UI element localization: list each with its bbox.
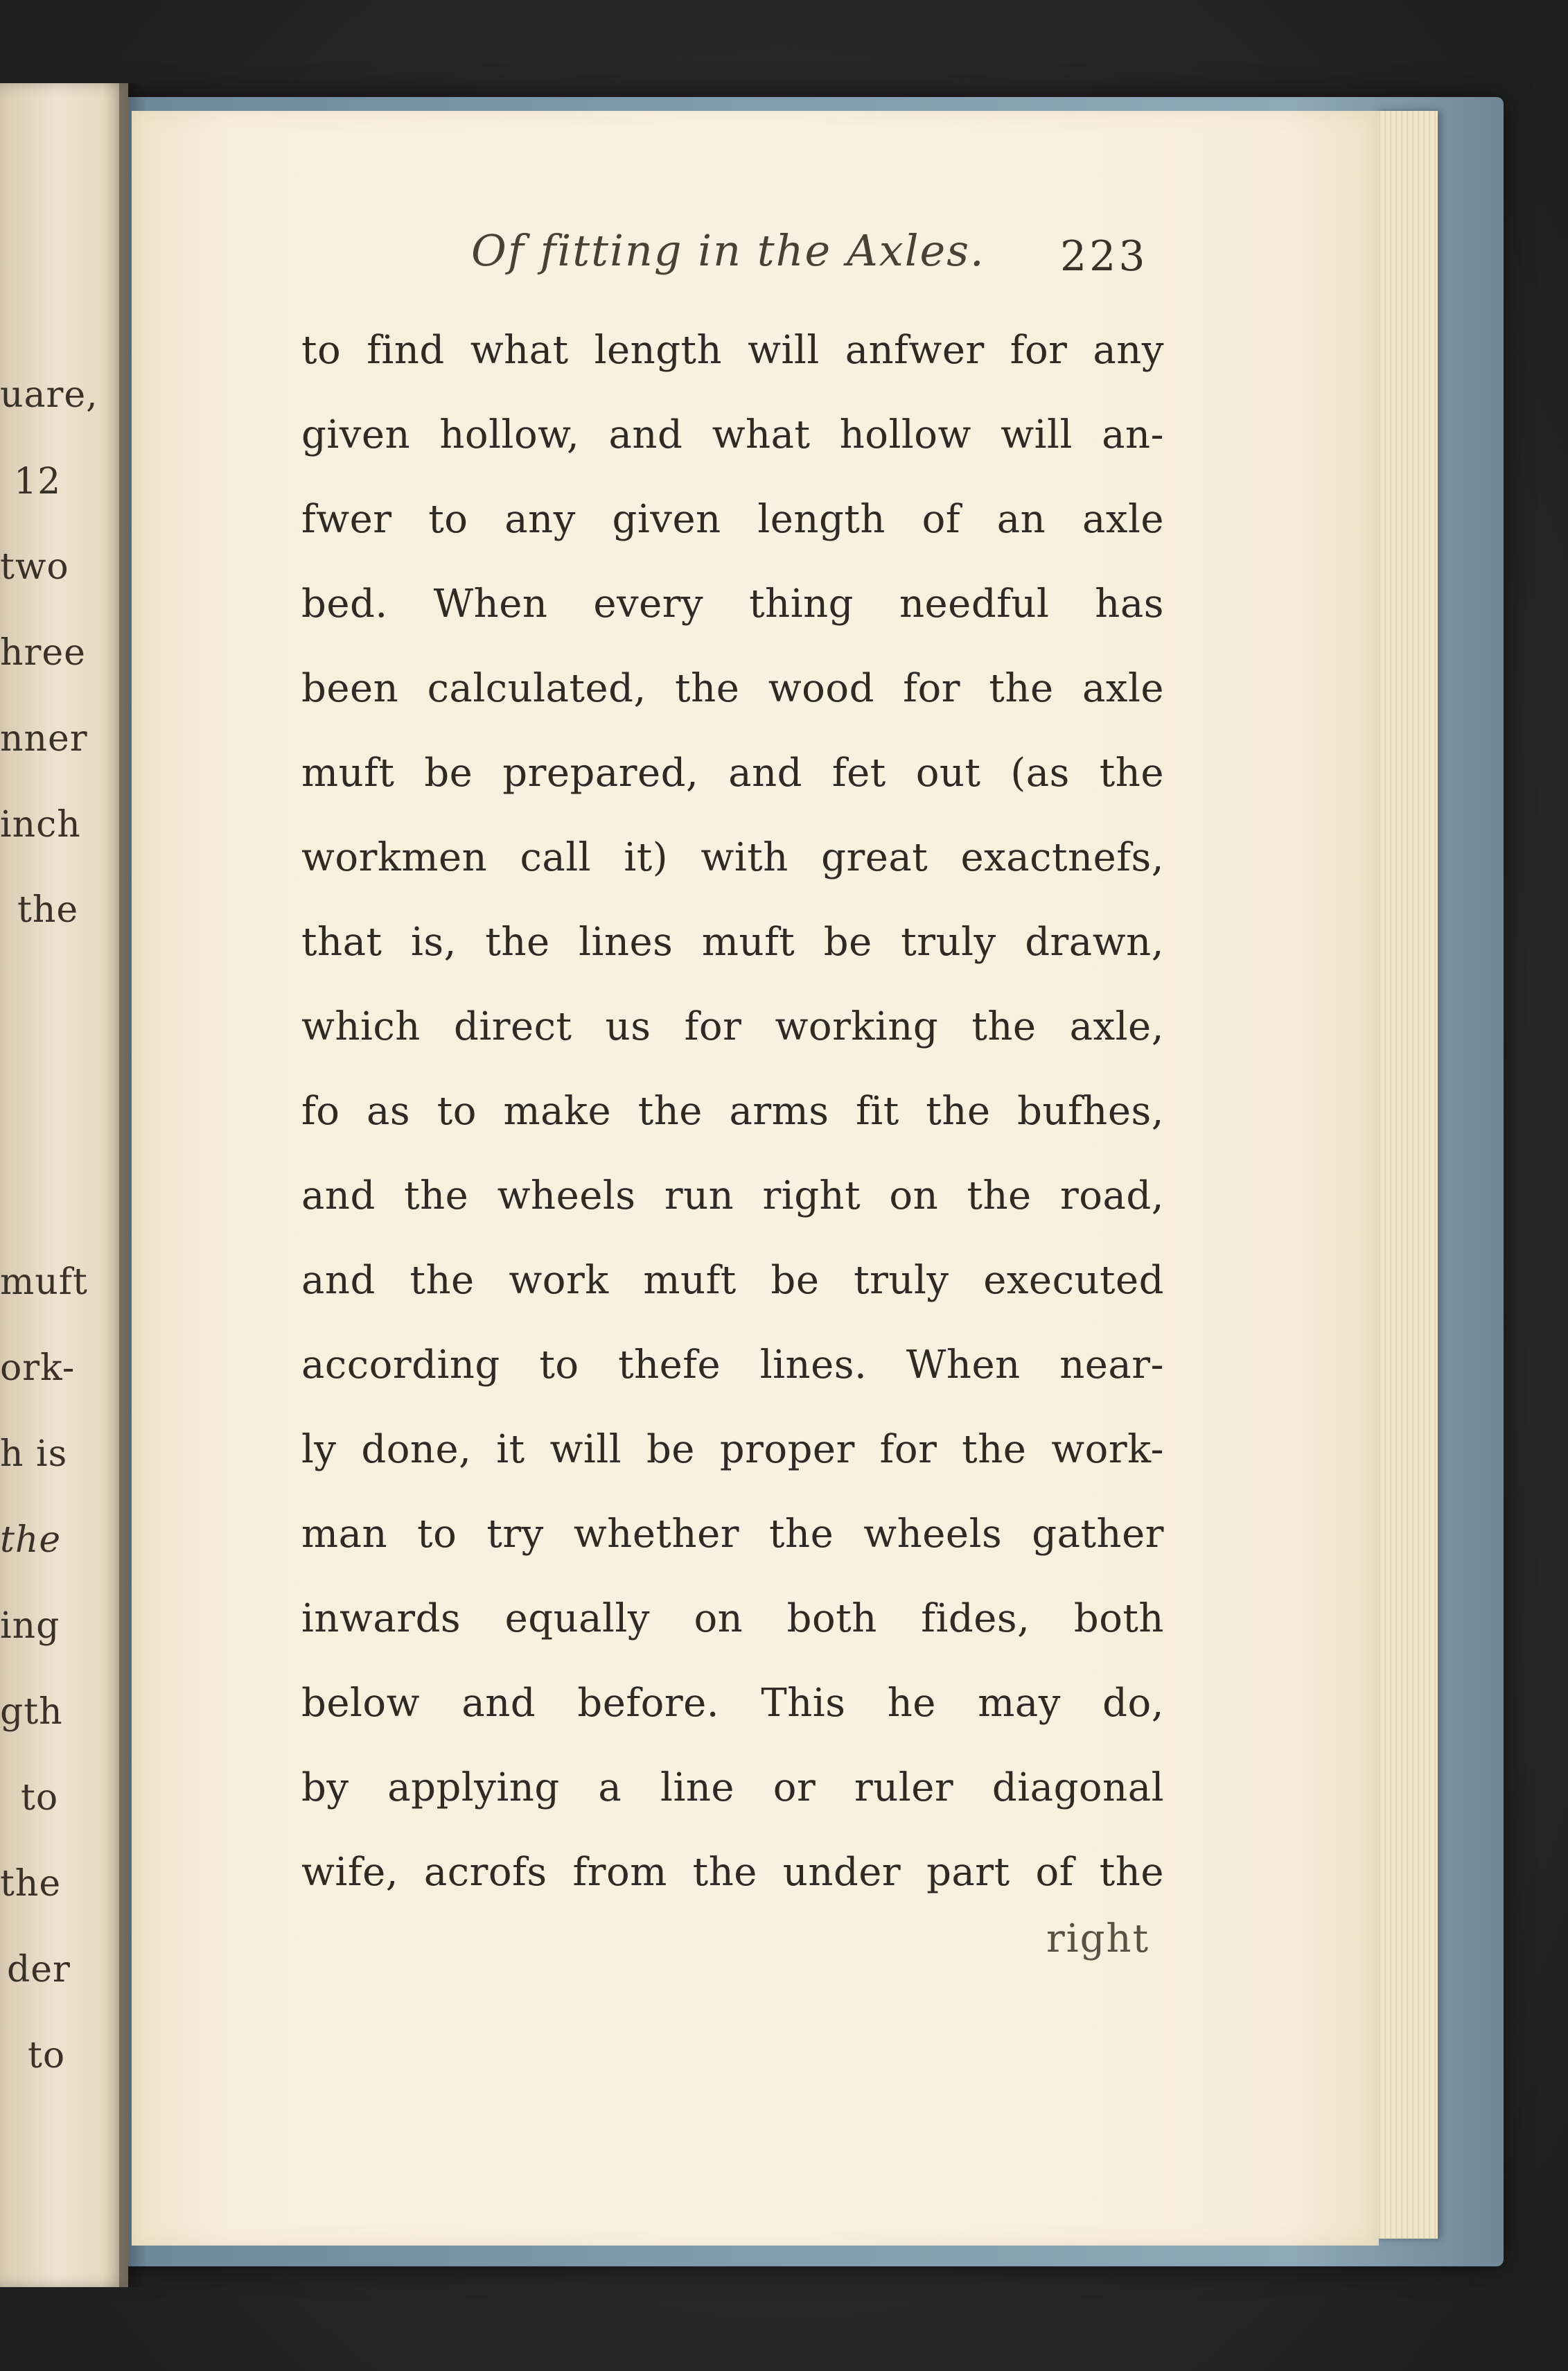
left-page-fragment: 12 (14, 461, 62, 502)
text-line: given hollow, and what hollow will an- (301, 412, 1164, 457)
left-page-fragment: inch (0, 804, 81, 846)
left-page-fragment: gth (0, 1691, 63, 1733)
left-page-fragment: uare, (0, 374, 98, 416)
text-line: ly done, it will be proper for the work- (301, 1427, 1164, 1472)
text-line: according to thefe lines. When near- (301, 1342, 1164, 1388)
left-page-fragment: nner (0, 718, 88, 760)
running-head-title: Of fitting in the Axles. (471, 225, 985, 276)
page-edges (1375, 111, 1438, 2239)
text-line: that is, the lines muft be truly drawn, (301, 920, 1164, 965)
left-page-fragment: ing (0, 1605, 60, 1647)
text-line: which direct us for working the axle, (301, 1004, 1164, 1049)
text-line: inwards equally on both fides, both (301, 1596, 1164, 1641)
text-line: bed. When every thing needful has (301, 581, 1164, 627)
running-head (367, 225, 1171, 295)
left-page-fragment: the (0, 1519, 62, 1561)
left-page-fragment: to (28, 2035, 66, 2076)
text-line: been calculated, the wood for the axle (301, 666, 1164, 711)
left-page-fragment: der (7, 1949, 71, 1991)
left-page-fragment: hree (0, 632, 86, 674)
text-line: muft be prepared, and fet out (as the (301, 751, 1164, 796)
left-page-fragment: two (0, 546, 69, 588)
body-text (301, 308, 1164, 1915)
text-line: workmen call it) with great exactnefs, (301, 835, 1164, 880)
left-page-fragment: to (21, 1777, 59, 1819)
text-line: below and before. This he may do, (301, 1681, 1164, 1726)
text-line: by applying a line or ruler diagonal (301, 1765, 1164, 1810)
left-page-fragment: the (17, 889, 79, 931)
text-line: and the wheels run right on the road, (301, 1173, 1164, 1218)
text-line: to find what length will anfwer for any (301, 328, 1164, 373)
left-page-fragment: h is (0, 1433, 68, 1475)
left-page-fragment: muft (0, 1261, 88, 1303)
text-line: man to try whether the wheels gather (301, 1512, 1164, 1557)
catchword: right (1046, 1916, 1150, 1961)
text-line: fo as to make the arms fit the bufhes, (301, 1089, 1164, 1134)
previous-page-edge (0, 83, 128, 2287)
page-number: 223 (1060, 232, 1148, 281)
text-line: and the work muft be truly executed (301, 1258, 1164, 1303)
left-page-fragment: the (0, 1863, 62, 1905)
left-page-fragment: ork- (0, 1347, 76, 1389)
text-line: fwer to any given length of an axle (301, 497, 1164, 542)
text-line: wife, acrofs from the under part of the (301, 1850, 1164, 1895)
